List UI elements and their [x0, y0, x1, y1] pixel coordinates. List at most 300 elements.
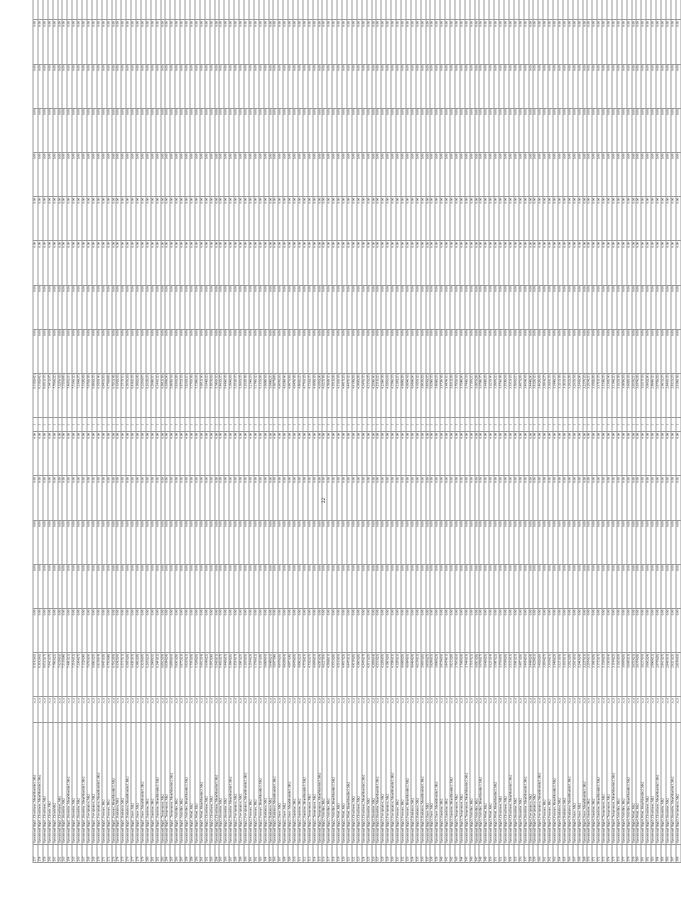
value-cell: 0.00	[641, 240, 646, 284]
value-cell: 3.1025(18)	[617, 373, 622, 417]
value-cell: 0.00	[156, 196, 161, 240]
value-cell: 0.00	[543, 476, 548, 520]
value-cell: .x_x	[195, 696, 200, 721]
value-cell: 0.00	[646, 520, 651, 564]
value-cell: 0.00	[499, 431, 504, 475]
value-cell: 0.00	[303, 196, 308, 240]
value-cell: 0.00	[53, 64, 58, 108]
value-cell: 0.00	[479, 19, 484, 63]
value-cell: 0.00	[121, 329, 126, 373]
value-cell: 0.00	[205, 520, 210, 564]
value-cell: 0.00	[636, 608, 641, 652]
value-cell: 0.00	[543, 431, 548, 475]
value-cell: 4.7332(27)	[308, 652, 313, 696]
value-cell: 0.00	[592, 196, 597, 240]
value-cell: 0.00	[666, 476, 671, 520]
value-cell: 0.00	[435, 240, 440, 284]
value-cell: 0.00	[156, 285, 161, 329]
value-cell: 0.00	[269, 240, 274, 284]
value-cell: 5.0077(09)	[273, 652, 278, 696]
value-cell: .x_x	[430, 696, 435, 721]
value-cell: 0.00	[661, 152, 666, 196]
value-cell: 0.00	[401, 476, 406, 520]
value-cell: 0.00	[489, 329, 494, 373]
value-cell: 0.00	[254, 564, 259, 608]
row-number-cell: 299	[239, 844, 244, 862]
value-cell: 0.00	[102, 108, 107, 152]
value-cell: 0.00	[460, 108, 465, 152]
value-cell: 0.00	[587, 64, 592, 108]
value-cell: 0.00	[342, 240, 347, 284]
value-cell: 4.5513(29)	[332, 373, 337, 417]
value-cell: .x_x	[327, 696, 332, 721]
value-cell: .x_x	[136, 696, 141, 721]
row-number-cell: 274	[116, 844, 121, 862]
value-cell: 0.00	[479, 108, 484, 152]
value-cell: 0.00	[342, 329, 347, 373]
value-cell: .x_x	[538, 696, 543, 721]
value-cell: 0.00	[563, 476, 568, 520]
value-cell: 0.00	[141, 152, 146, 196]
value-cell: 0.00	[219, 108, 224, 152]
value-cell: 5.9301(29)	[175, 373, 180, 417]
value-cell: 5.3533(17)	[234, 373, 239, 417]
value-cell: 0.00	[146, 285, 151, 329]
value-cell: 1	[244, 417, 249, 431]
value-cell: .x_x	[524, 696, 529, 721]
value-cell: 0.00	[234, 329, 239, 373]
value-cell: 0.00	[264, 564, 269, 608]
value-cell: 0.00	[416, 108, 421, 152]
value-cell: 0.00	[72, 64, 77, 108]
row-number-cell: 304	[264, 844, 269, 862]
series-name-cell: Operational High2_Cloudiness_MeanMonthly3_Mk2	[215, 722, 220, 844]
value-cell: 0.00	[386, 19, 391, 63]
value-cell: 0.00	[332, 240, 337, 284]
value-cell: 0.00	[617, 19, 622, 63]
value-cell: 0.00	[273, 285, 278, 329]
value-cell: 0.00	[627, 152, 632, 196]
value-cell: 1	[671, 417, 676, 431]
value-cell: 0.00	[558, 564, 563, 608]
value-cell: 0.00	[578, 564, 583, 608]
row-number-cell: 261	[53, 844, 58, 862]
value-cell: 4.0404(24)	[411, 652, 416, 696]
value-cell: 0.00	[102, 19, 107, 63]
value-cell: .x_x	[587, 696, 592, 721]
value-cell: 0.00	[676, 431, 681, 475]
value-cell: 0.00	[224, 608, 229, 652]
value-cell: 0.00	[411, 240, 416, 284]
row-number-cell: 260	[48, 844, 53, 862]
value-cell: 0.00	[161, 196, 166, 240]
value-cell: .x_x	[264, 696, 269, 721]
value-cell: 0.00	[504, 240, 509, 284]
value-cell: 0.00	[210, 564, 215, 608]
value-cell: 4.0988(29)	[401, 373, 406, 417]
row-number-cell: 291	[200, 844, 205, 862]
row-number-cell: 377	[622, 844, 627, 862]
value-cell: 0.00	[465, 608, 470, 652]
value-cell: 5.6812(14)	[200, 652, 205, 696]
value-cell: 0.00	[224, 196, 229, 240]
value-cell: 1	[318, 417, 323, 431]
value-cell: 0.00	[617, 431, 622, 475]
row-number-cell: 297	[229, 844, 234, 862]
value-cell: 0.00	[288, 240, 293, 284]
value-cell: 5.1331(28)	[259, 373, 264, 417]
value-cell: 0.00	[651, 108, 656, 152]
value-cell: 0.00	[401, 520, 406, 564]
value-cell: 0.00	[406, 476, 411, 520]
value-cell: 0.00	[519, 520, 524, 564]
value-cell: 0.00	[259, 108, 264, 152]
row-number-cell: 312	[303, 844, 308, 862]
value-cell: 0.00	[656, 240, 661, 284]
value-cell: .x_x	[283, 696, 288, 721]
value-cell: 0.00	[426, 108, 431, 152]
value-cell: 0.00	[470, 476, 475, 520]
value-cell: 0.00	[249, 520, 254, 564]
value-cell: 0.00	[406, 564, 411, 608]
value-cell: 0.00	[656, 431, 661, 475]
value-cell: 0.00	[529, 19, 534, 63]
value-cell: 0.00	[440, 520, 445, 564]
row-number-cell: 384	[656, 844, 661, 862]
value-cell: 0.00	[43, 196, 48, 240]
value-cell: 5.8265(21)	[185, 373, 190, 417]
series-name-cell: Operational High4_Pressure_Mk2	[548, 722, 553, 844]
value-cell: 0.00	[666, 285, 671, 329]
value-cell: 6.2633(23)	[146, 373, 151, 417]
value-cell: 3.4871(29)	[519, 373, 524, 417]
value-cell: 0.00	[671, 329, 676, 373]
value-cell: 0.00	[587, 196, 592, 240]
value-cell: 0.00	[195, 564, 200, 608]
value-cell: 0.00	[592, 329, 597, 373]
value-cell: 0.00	[121, 431, 126, 475]
row-number-cell: 306	[273, 844, 278, 862]
value-cell: 0.00	[58, 108, 63, 152]
series-name-cell: Operational High3_Precipitation_Mk2	[381, 722, 386, 844]
value-cell: .x_x	[666, 696, 671, 721]
value-cell: 1	[381, 417, 386, 431]
value-cell: 0.00	[195, 240, 200, 284]
value-cell: 0.00	[205, 64, 210, 108]
value-cell: 1	[362, 417, 367, 431]
value-cell: 0.00	[58, 19, 63, 63]
value-cell: .x_x	[563, 696, 568, 721]
row-number-cell: 336	[421, 844, 426, 862]
value-cell: 1	[33, 417, 38, 431]
value-cell: 0.00	[494, 19, 499, 63]
value-cell: 0.00	[406, 608, 411, 652]
value-cell: 4.5868(11)	[327, 652, 332, 696]
value-cell: 0.00	[362, 431, 367, 475]
value-cell: 0.00	[529, 152, 534, 196]
value-cell: 0.00	[612, 64, 617, 108]
value-cell: 0.00	[175, 19, 180, 63]
value-cell: 1	[210, 417, 215, 431]
value-cell: 1	[372, 417, 377, 431]
value-cell: 6.7703(09)	[107, 652, 112, 696]
value-cell: 0.00	[87, 108, 92, 152]
series-name-cell: Operational High2_Precipitation_Mk2	[239, 722, 244, 844]
value-cell: 0.00	[327, 564, 332, 608]
row-number-cell: 295	[219, 844, 224, 862]
value-cell: 0.00	[264, 329, 269, 373]
value-cell: 0.00	[641, 196, 646, 240]
value-cell: 0.00	[646, 152, 651, 196]
value-cell: 0.00	[416, 240, 421, 284]
value-cell: 0.00	[489, 520, 494, 564]
value-cell: 3.1365(14)	[607, 652, 612, 696]
value-cell: 0.00	[180, 564, 185, 608]
value-cell: 0.00	[568, 285, 573, 329]
value-cell: 0.00	[269, 431, 274, 475]
value-cell: 0.00	[362, 64, 367, 108]
value-cell: 0.00	[107, 64, 112, 108]
value-cell: 0.00	[489, 64, 494, 108]
row-number-cell: 328	[381, 844, 386, 862]
value-cell: 0.00	[303, 108, 308, 152]
value-cell: 5.4932(27)	[219, 652, 224, 696]
series-name-cell: Operational High3_Humidity_Mk2	[372, 722, 377, 844]
value-cell: 0.00	[77, 608, 82, 652]
value-cell: 1	[161, 417, 166, 431]
row-number-cell: 382	[646, 844, 651, 862]
value-cell: 0.00	[205, 152, 210, 196]
value-cell: 7.6219(16)	[58, 373, 63, 417]
value-cell: .x_x	[269, 696, 274, 721]
value-cell: .x_x	[465, 696, 470, 721]
value-cell: 0.00	[607, 64, 612, 108]
series-name-cell: Operational High2_Wind_Mk2	[337, 722, 342, 844]
value-cell: 0.00	[121, 196, 126, 240]
value-cell: 6.1441(12)	[156, 652, 161, 696]
value-cell: 0.00	[347, 329, 352, 373]
value-cell: 0.00	[141, 19, 146, 63]
value-cell: 0.00	[175, 608, 180, 652]
value-cell: 0.00	[460, 520, 465, 564]
value-cell: 0.00	[308, 196, 313, 240]
value-cell: 0.00	[318, 108, 323, 152]
value-cell: 0.00	[396, 19, 401, 63]
value-cell: 0.00	[151, 608, 156, 652]
value-cell: 0.00	[538, 240, 543, 284]
value-cell: 0.00	[411, 285, 416, 329]
value-cell: 0.00	[264, 196, 269, 240]
value-cell: 0.00	[156, 329, 161, 373]
value-cell: .x_x	[455, 696, 460, 721]
value-cell: 0.00	[190, 108, 195, 152]
value-cell: 0.00	[494, 608, 499, 652]
series-name-cell: Operational High4_Humidity_Mk2	[519, 722, 524, 844]
row-number-cell: 331	[396, 844, 401, 862]
value-cell: 0.00	[602, 196, 607, 240]
value-cell: 6.5055(20)	[126, 652, 131, 696]
value-cell: 0.00	[529, 520, 534, 564]
value-cell: 0.00	[308, 431, 313, 475]
value-cell: 0.00	[259, 476, 264, 520]
value-cell: 0.00	[224, 19, 229, 63]
row-number-cell: 375	[612, 844, 617, 862]
value-cell: 0.00	[293, 64, 298, 108]
value-cell: 0.00	[450, 19, 455, 63]
value-cell: 0.00	[116, 476, 121, 520]
value-cell: 0.00	[313, 196, 318, 240]
value-cell: 0.00	[87, 564, 92, 608]
value-cell: 0.00	[347, 608, 352, 652]
series-name-cell: Operational High4_Temperature_Mk2	[602, 722, 607, 844]
value-cell: 0.00	[259, 608, 264, 652]
value-cell: 0.00	[632, 520, 637, 564]
value-cell: 0.00	[195, 520, 200, 564]
value-cell: 0.00	[538, 285, 543, 329]
value-cell: 0.00	[558, 285, 563, 329]
value-cell: 4.3476(17)	[362, 373, 367, 417]
value-cell: 0.00	[62, 108, 67, 152]
value-cell: 1	[170, 417, 175, 431]
value-cell: 0.00	[548, 285, 553, 329]
value-cell: 0.00	[548, 564, 553, 608]
value-cell: 1	[529, 417, 534, 431]
value-cell: 0.00	[62, 329, 67, 373]
value-cell: 0.00	[327, 19, 332, 63]
value-cell: 0.00	[121, 564, 126, 608]
value-cell: 0.00	[136, 329, 141, 373]
value-cell: 0.00	[92, 240, 97, 284]
value-cell: 0.00	[401, 19, 406, 63]
series-name-cell: Operational High1_Humidity_Mk2	[72, 722, 77, 844]
value-cell: 0.00	[411, 431, 416, 475]
value-cell: 0.00	[479, 608, 484, 652]
value-cell: 0.00	[102, 240, 107, 284]
value-cell: 4.7710(13)	[303, 652, 308, 696]
value-cell: 0.00	[322, 329, 327, 373]
value-cell: 0.00	[92, 108, 97, 152]
value-cell: 0.00	[126, 64, 131, 108]
value-cell: 0.00	[475, 520, 480, 564]
value-cell: .x_x	[421, 696, 426, 721]
value-cell: 0.00	[146, 431, 151, 475]
value-cell: 4.8092(22)	[298, 652, 303, 696]
row-number-cell: 385	[661, 844, 666, 862]
series-name-cell: Operational High5_Humidity_Mk2	[666, 722, 671, 844]
value-cell: 0.00	[322, 564, 327, 608]
value-cell: 1	[401, 417, 406, 431]
value-cell: 2.9321(23)	[671, 373, 676, 417]
value-cell: 0.00	[175, 431, 180, 475]
value-cell: 0.00	[558, 329, 563, 373]
value-cell: 0.00	[92, 196, 97, 240]
row-number-cell: 366	[568, 844, 573, 862]
value-cell: 0.00	[72, 196, 77, 240]
value-cell: 3.1893(29)	[592, 373, 597, 417]
value-cell: 0.00	[195, 476, 200, 520]
value-cell: 3.6951(29)	[475, 373, 480, 417]
value-cell: 0.00	[161, 431, 166, 475]
value-cell: 0.00	[327, 520, 332, 564]
value-cell: 1	[514, 417, 519, 431]
value-cell: 3.5766(18)	[499, 373, 504, 417]
value-cell: .x_x	[529, 696, 534, 721]
row-number-cell: 350	[489, 844, 494, 862]
value-cell: .x_x	[190, 696, 195, 721]
value-cell: 3.0695(13)	[627, 373, 632, 417]
value-cell: 0.00	[107, 108, 112, 152]
value-cell: 0.00	[131, 19, 136, 63]
value-cell: 0.00	[661, 64, 666, 108]
value-cell: 0.00	[33, 476, 38, 520]
value-cell: 1	[288, 417, 293, 431]
value-cell: 0.00	[185, 108, 190, 152]
value-cell: 0.00	[131, 285, 136, 329]
value-cell: 0.00	[509, 608, 514, 652]
value-cell: 0.00	[62, 431, 67, 475]
value-cell: 0.00	[484, 329, 489, 373]
value-cell: 0.00	[205, 108, 210, 152]
value-cell: .x_x	[43, 696, 48, 721]
value-cell: 0.00	[666, 19, 671, 63]
value-cell: 0.00	[175, 196, 180, 240]
value-cell: 0.00	[381, 19, 386, 63]
value-cell: 5.0908(16)	[264, 373, 269, 417]
value-cell: 4.8871(30)	[288, 652, 293, 696]
value-cell: 0.00	[180, 196, 185, 240]
row-number-cell: 294	[215, 844, 220, 862]
value-cell: 0.00	[372, 608, 377, 652]
value-cell: 0.00	[126, 196, 131, 240]
value-cell: 0.00	[92, 431, 97, 475]
value-cell: 1	[367, 417, 372, 431]
value-cell: 2.9909(12)	[651, 652, 656, 696]
value-cell: 0.00	[180, 108, 185, 152]
value-cell: 0.00	[509, 476, 514, 520]
value-cell: 0.00	[249, 152, 254, 196]
value-cell: 0.00	[372, 152, 377, 196]
value-cell: 0.00	[273, 564, 278, 608]
value-cell: 0.00	[646, 476, 651, 520]
value-cell: 0.00	[538, 64, 543, 108]
value-cell: 0.00	[661, 520, 666, 564]
value-cell: 0.00	[372, 19, 377, 63]
value-cell: 0.00	[239, 285, 244, 329]
value-cell: 0.00	[661, 608, 666, 652]
row-number-cell: 343	[455, 844, 460, 862]
value-cell: 0.00	[519, 564, 524, 608]
value-cell: 0.00	[82, 19, 87, 63]
series-name-cell: Operational High3_Pressure_MeanMonthly3_Mk2	[406, 722, 411, 844]
value-cell: 0.00	[327, 108, 332, 152]
value-cell: 0.00	[288, 285, 293, 329]
value-cell: 0.00	[651, 329, 656, 373]
value-cell: 0.00	[632, 476, 637, 520]
value-cell: 0.00	[102, 476, 107, 520]
value-cell: 0.00	[376, 108, 381, 152]
value-cell: 1	[219, 417, 224, 431]
value-cell: .x_x	[239, 696, 244, 721]
value-cell: 0.00	[165, 64, 170, 108]
value-cell: 0.00	[499, 564, 504, 608]
value-cell: 6.3802(28)	[136, 652, 141, 696]
value-cell: 1	[357, 417, 362, 431]
value-cell: 0.00	[391, 19, 396, 63]
value-cell: 0.00	[97, 285, 102, 329]
value-cell: 0.00	[97, 108, 102, 152]
value-cell: 0.00	[578, 108, 583, 152]
row-number-cell: 275	[121, 844, 126, 862]
